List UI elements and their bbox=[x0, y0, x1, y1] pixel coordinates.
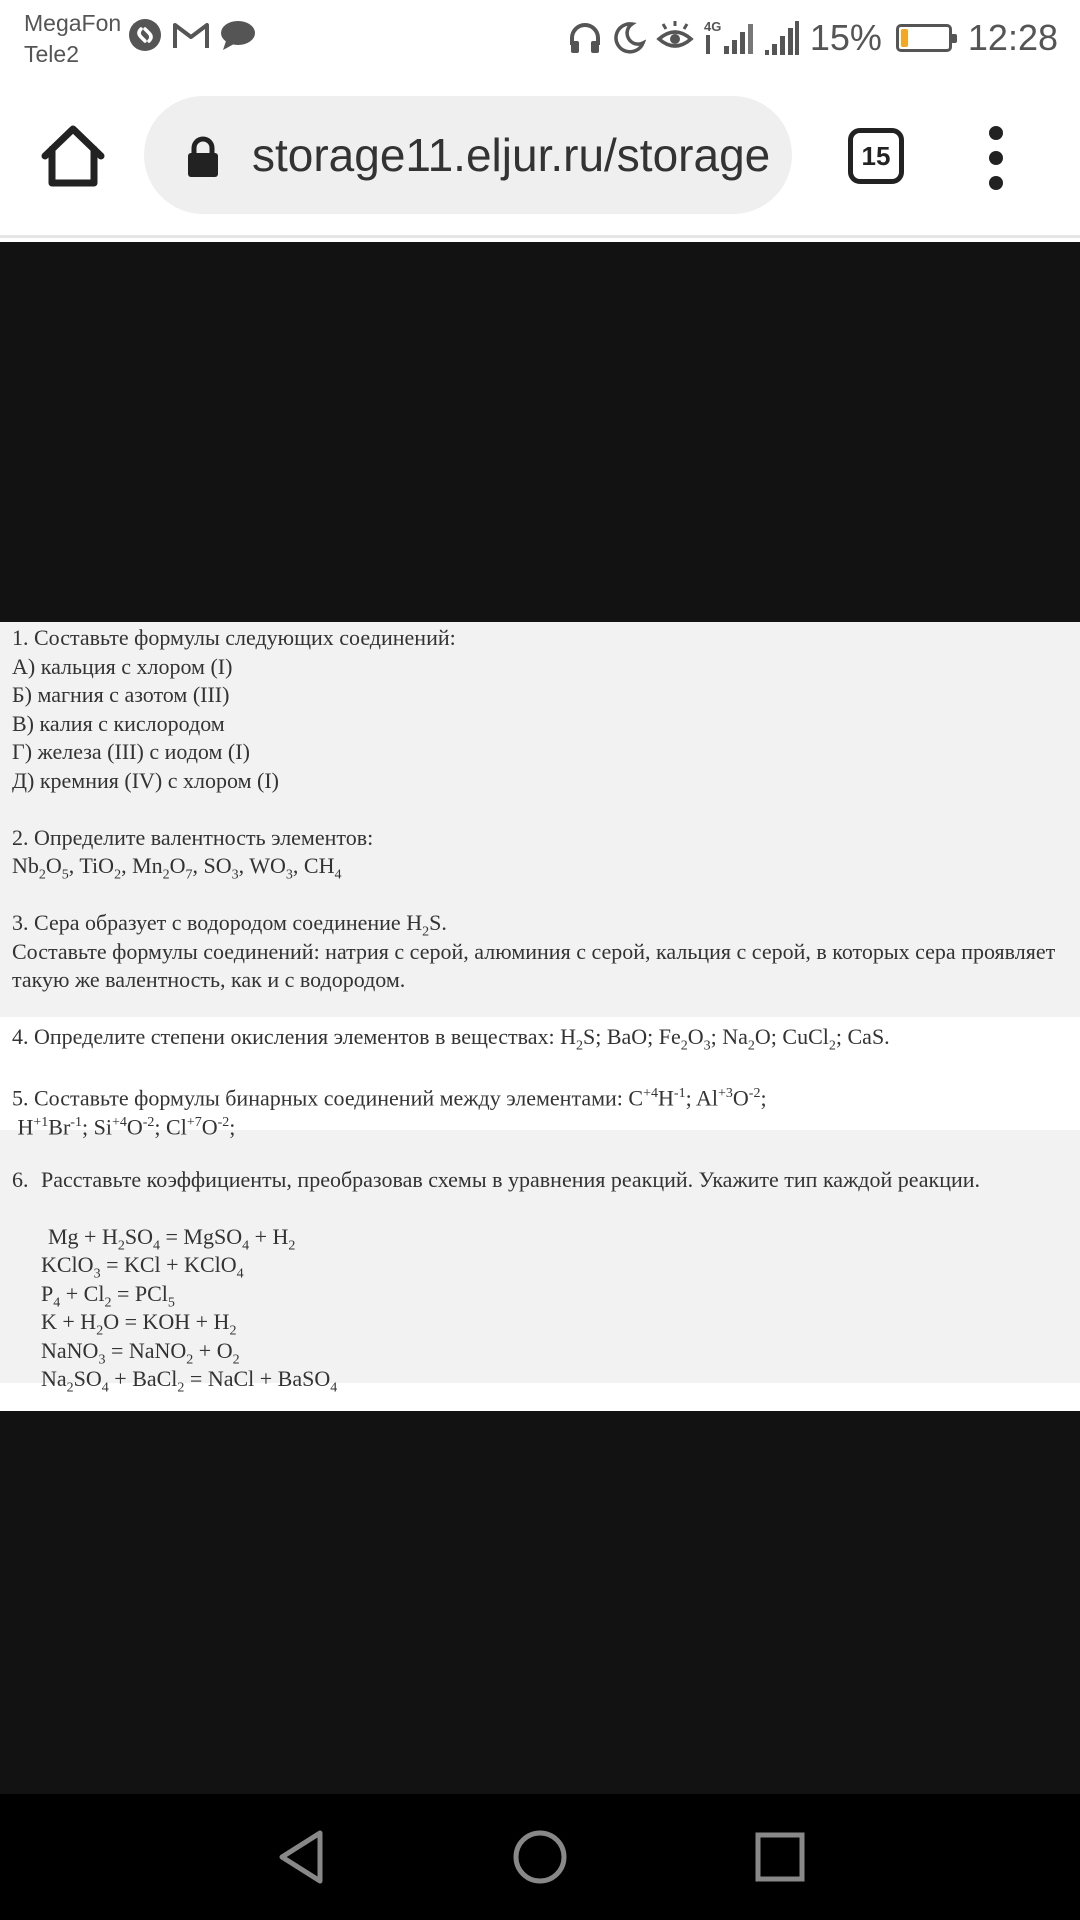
signal-bars-icon bbox=[764, 20, 800, 56]
battery-percent: 15% bbox=[809, 17, 882, 58]
dot-icon bbox=[989, 151, 1003, 165]
back-triangle-icon[interactable] bbox=[270, 1825, 334, 1889]
q6-title-block bbox=[12, 1166, 1070, 1223]
eye-comfort-icon bbox=[656, 21, 694, 55]
address-bar[interactable] bbox=[144, 96, 792, 214]
home-button[interactable] bbox=[38, 120, 108, 190]
q5-line: 5. Составьте формулы бинарных соединений между элементами: $C^{+4}H^{-1}$; $Al^{+3}O^{-2}$; bbox=[12, 1085, 767, 1111]
battery-level-fill bbox=[901, 29, 909, 47]
q1-title: 1. Составьте формулы следующих соединений: bbox=[12, 625, 456, 650]
q3-title: 3. Сера образует с водородом соединение bbox=[12, 910, 401, 935]
equation-4: $K + H_2O$ = KOH + $H_2$ bbox=[41, 1309, 237, 1339]
clock: 12:28 bbox=[967, 17, 1058, 58]
equation-5: NaNO$_3$ = NaNO$_2$ + $O_2$ bbox=[41, 1337, 240, 1367]
home-circle-icon[interactable] bbox=[508, 1825, 572, 1889]
carrier-names bbox=[24, 8, 121, 70]
shazam-icon bbox=[128, 18, 162, 52]
tab-switcher-button[interactable]: 15 bbox=[848, 128, 904, 184]
status-bar bbox=[0, 0, 1080, 78]
gmail-icon bbox=[172, 20, 210, 50]
q4-title: 4. Определите степени окисления элементов в веществах: bbox=[12, 1024, 555, 1049]
q5-title: 5. Составьте формулы бинарных соединений между элементами: bbox=[12, 1085, 623, 1111]
spacer bbox=[12, 795, 1070, 824]
dot-icon bbox=[989, 176, 1003, 190]
equation-1: $Mg + H_2SO_4$ = MgSO$_4$ + $H_2$ bbox=[48, 1223, 296, 1253]
network-type-label: 4G bbox=[703, 19, 722, 34]
equation-6: $Na_2SO_4$ + BaCl$_2$ = NaCl + BaSO$_4$ bbox=[41, 1366, 338, 1396]
carrier-1: MegaFon bbox=[24, 10, 122, 36]
spacer bbox=[12, 1052, 1070, 1081]
dot-icon bbox=[989, 126, 1003, 140]
q6-title: Расставьте коэффициенты, преобразовав схемы в уравнения реакций. Укажите тип каждой реакции. bbox=[41, 1166, 981, 1192]
chat-bubble-icon bbox=[220, 19, 256, 51]
q1-option-a: А) кальция с хлором (I) bbox=[12, 653, 233, 679]
notification-icons bbox=[128, 18, 256, 52]
battery-icon bbox=[896, 24, 952, 52]
do-not-disturb-moon-icon bbox=[612, 21, 646, 55]
q1-option-d: Д) кремния (IV) с хлором (I) bbox=[12, 767, 279, 793]
navigation-bar bbox=[0, 1794, 1080, 1920]
signal-4g-icon bbox=[704, 18, 754, 58]
q1-option-g: Г) железа (III) с иодом (I) bbox=[12, 739, 250, 764]
home-icon bbox=[38, 120, 108, 190]
spacer bbox=[12, 881, 1070, 910]
lock-icon bbox=[186, 136, 220, 178]
image-viewer[interactable] bbox=[0, 242, 1080, 1794]
spacer bbox=[12, 1137, 1070, 1166]
carrier-2: Tele2 bbox=[24, 41, 79, 67]
q6-number: 6. bbox=[12, 1166, 29, 1192]
browser-toolbar bbox=[0, 78, 1080, 238]
q3-body: Составьте формулы соединений: натрия с серой, алюминия с серой, кальция с серой, в которых сера проявляет такую же валентность, как и с водородом. bbox=[12, 938, 1056, 992]
q2-formulas: $Nb_2O_5$, TiO$_2$, $Mn_2O_7$, $SO_3$, $WO_3$, $CH_4$ bbox=[12, 853, 342, 883]
url-text[interactable]: storage11.eljur.ru/storage bbox=[252, 129, 770, 181]
q1-option-v: В) калия с кислородом bbox=[12, 710, 225, 736]
system-icons bbox=[568, 14, 1058, 62]
equation-2: KClO$_3$ = KCl + KClO$_4$ bbox=[41, 1252, 244, 1282]
recents-square-icon[interactable] bbox=[748, 1825, 812, 1889]
q5-line-2: $H^{+1}Br^{-1}$; $Si^{+4}O^{-2}$; $Cl^{+7}O^{-2}$; bbox=[12, 1113, 236, 1139]
document-text bbox=[12, 624, 1070, 1394]
document-image bbox=[0, 622, 1080, 1411]
q4-line: 4. Определите степени окисления элементов в веществах: $H_2S$; BaO; $Fe_2O_3$; $Na_2O$; CuCl$_2$; CaS. bbox=[12, 1024, 890, 1054]
q1-option-b: Б) магния с азотом (III) bbox=[12, 682, 230, 707]
overflow-menu-button[interactable] bbox=[978, 126, 1014, 190]
equation-3: $P_4 + Cl_2 = PCl_5$ bbox=[41, 1280, 175, 1310]
spacer bbox=[12, 995, 1070, 1024]
q3-title-line: 3. Сера образует с водородом соединение $H_2S$. bbox=[12, 910, 447, 940]
q2-title: 2. Определите валентность элементов: bbox=[12, 824, 374, 850]
headphones-icon bbox=[568, 21, 602, 55]
